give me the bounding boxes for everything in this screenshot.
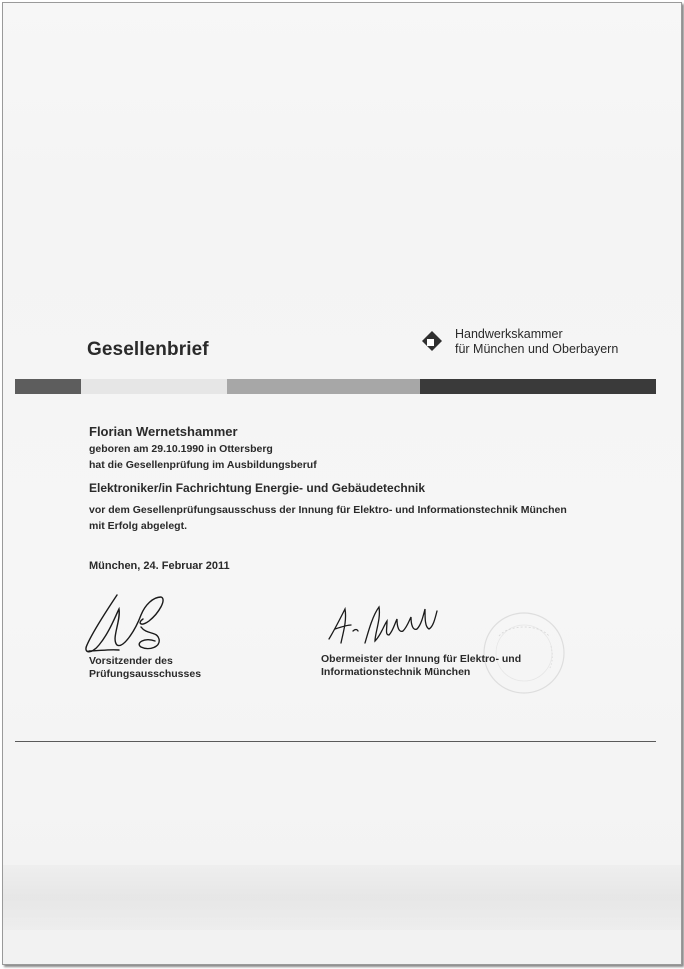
issuer-line-2: für München und Oberbayern bbox=[455, 342, 619, 356]
signature-chair bbox=[79, 587, 179, 659]
band-segment-1 bbox=[15, 379, 81, 394]
band-segment-4 bbox=[420, 379, 656, 394]
band-segment-3 bbox=[227, 379, 420, 394]
profession-title: Elektroniker/in Fachrichtung Energie- und Gebäudetechnik bbox=[89, 481, 426, 495]
scan-shade bbox=[3, 865, 681, 930]
signature-master bbox=[325, 599, 445, 649]
caption-chair-line-1: Vorsitzender des bbox=[89, 655, 173, 667]
committee-line: vor dem Gesellenprüfungsausschuss der Innung für Elektro- und Informationstechnik München bbox=[89, 504, 567, 516]
hwk-cube-icon bbox=[421, 330, 443, 352]
caption-master-line-2: Informationstechnik München bbox=[321, 665, 471, 678]
recipient-name: Florian Wernetshammer bbox=[89, 424, 238, 439]
bottom-divider bbox=[15, 741, 656, 742]
band-segment-2 bbox=[81, 379, 227, 394]
exam-line: hat die Gesellenprüfung im Ausbildungsberuf bbox=[89, 459, 317, 471]
birth-line: geboren am 29.10.1990 in Ottersberg bbox=[89, 443, 273, 455]
signature-caption-master bbox=[321, 653, 581, 678]
header-color-band bbox=[15, 379, 656, 394]
result-line: mit Erfolg abgelegt. bbox=[89, 520, 188, 532]
certificate-page bbox=[2, 2, 682, 965]
issuer-line-1: Handwerkskammer bbox=[455, 327, 563, 341]
issuer-name bbox=[455, 327, 618, 357]
signature-caption-chair bbox=[89, 655, 289, 680]
caption-chair-line-2: Prüfungsausschusses bbox=[89, 667, 202, 680]
caption-master-line-1: Obermeister der Innung für Elektro- und bbox=[321, 653, 522, 665]
place-date: München, 24. Februar 2011 bbox=[89, 560, 230, 572]
document-title: Gesellenbrief bbox=[87, 339, 209, 360]
